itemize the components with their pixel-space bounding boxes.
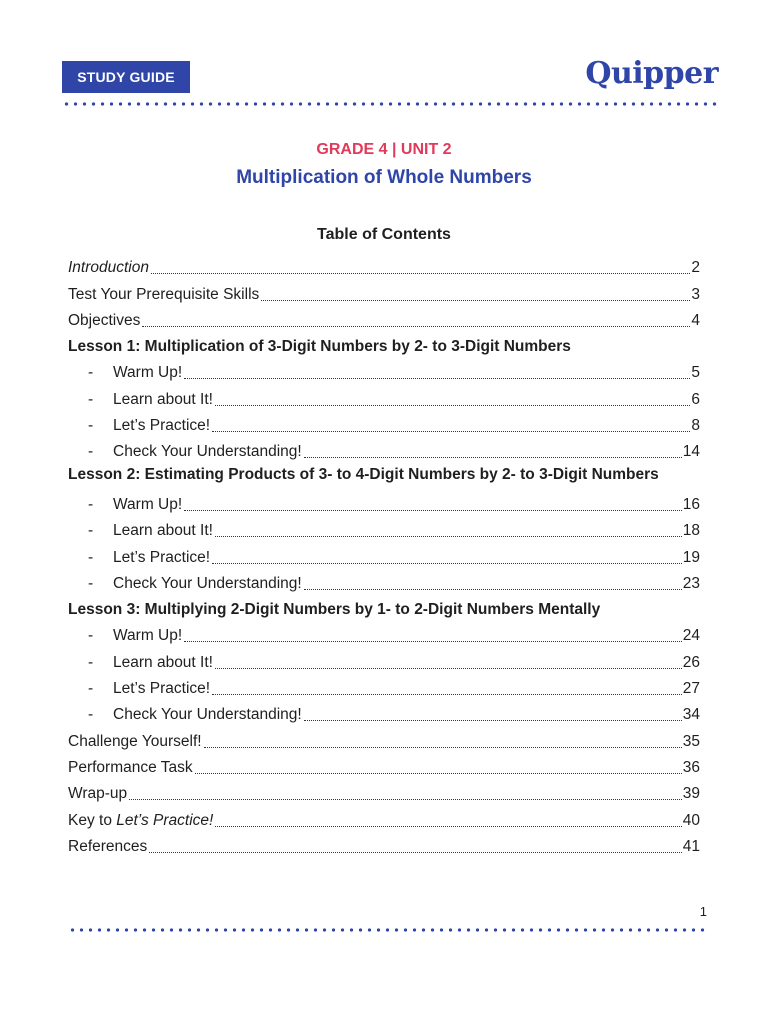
- list-dash: -: [88, 548, 94, 566]
- lesson-title: Lesson 3: Multiplying 2-Digit Numbers by 1- to 2-Digit Numbers Mentally: [68, 601, 601, 619]
- list-dash: -: [88, 390, 94, 408]
- dot-leader: [304, 456, 682, 458]
- toc-entry-label: Challenge Yourself!: [68, 732, 202, 750]
- key-italic: Let’s Practice!: [116, 811, 214, 829]
- toc-entry-label: Check Your Understanding!: [113, 706, 302, 724]
- toc-subentry[interactable]: [68, 383, 700, 409]
- toc-page-number: 26: [682, 653, 700, 671]
- list-dash: -: [88, 417, 94, 435]
- lesson-title: Lesson 1: Multiplication of 3-Digit Numbers by 2- to 3-Digit Numbers: [68, 338, 571, 356]
- dot-leader: [215, 825, 681, 827]
- toc-entry-references[interactable]: [68, 831, 700, 857]
- dot-leader: [215, 667, 682, 669]
- dot-leader: [142, 325, 690, 327]
- toc-lesson-2-heading: [68, 462, 700, 488]
- list-dash: -: [88, 574, 94, 592]
- toc-page-number: 18: [682, 522, 700, 540]
- toc-page-number: 16: [682, 495, 700, 513]
- study-guide-badge: STUDY GUIDE: [62, 61, 190, 93]
- list-dash: -: [88, 364, 94, 382]
- toc-subentry[interactable]: [68, 541, 700, 567]
- toc-page-number: 27: [682, 680, 700, 698]
- dot-leader: [261, 299, 690, 301]
- toc-entry-label: Performance Task: [68, 758, 193, 776]
- dot-leader: [304, 588, 682, 590]
- toc-entry-label: Test Your Prerequisite Skills: [68, 285, 260, 303]
- toc-subentry[interactable]: [68, 673, 700, 699]
- toc-page-number: 3: [691, 285, 700, 303]
- toc-page-number: 8: [691, 417, 700, 435]
- toc-page-number: 5: [691, 364, 700, 382]
- toc-entry-objectives[interactable]: [68, 305, 700, 331]
- page-number: 1: [699, 904, 707, 919]
- toc-entry-label: Let’s Practice!: [113, 548, 211, 566]
- toc-entry-performance-task[interactable]: [68, 752, 700, 778]
- toc-page-number: 41: [682, 837, 700, 855]
- toc-page-number: 40: [682, 811, 700, 829]
- toc-entry-label: Learn about It!: [113, 522, 213, 540]
- toc-heading: Table of Contents: [317, 226, 451, 243]
- bottom-dotted-divider: [68, 928, 706, 932]
- dot-leader: [212, 693, 682, 695]
- lesson-title: Lesson 2: Estimating Products of 3- to 4-Digit Numbers by 2- to 3-Digit Numbers: [68, 466, 659, 484]
- dot-leader: [215, 535, 682, 537]
- toc-entry-label: Introduction: [68, 259, 149, 277]
- toc-page-number: 23: [682, 574, 700, 592]
- toc-subentry[interactable]: [68, 568, 700, 594]
- table-of-contents: [68, 252, 700, 857]
- toc-entry-label: Learn about It!: [113, 653, 213, 671]
- toc-entry-introduction[interactable]: [68, 252, 700, 278]
- list-dash: -: [88, 680, 94, 698]
- toc-subentry[interactable]: [68, 515, 700, 541]
- dot-leader: [129, 798, 682, 800]
- toc-subentry[interactable]: [68, 436, 700, 462]
- quipper-logo: Quipper: [585, 56, 718, 91]
- toc-subentry[interactable]: [68, 489, 700, 515]
- dot-leader: [304, 719, 682, 721]
- toc-entry-label: Warm Up!: [113, 627, 183, 645]
- dot-leader: [184, 509, 682, 511]
- list-dash: -: [88, 443, 94, 461]
- key-prefix: Key to: [68, 811, 117, 829]
- toc-page-number: 4: [691, 311, 700, 329]
- list-dash: -: [88, 522, 94, 540]
- toc-page-number: 2: [691, 259, 700, 277]
- toc-page-number: 24: [682, 627, 700, 645]
- toc-entry-label: Let’s Practice!: [113, 680, 211, 698]
- list-dash: -: [88, 495, 94, 513]
- toc-entry-label: Learn about It!: [113, 390, 213, 408]
- toc-page-number: 36: [682, 758, 700, 776]
- dot-leader: [184, 640, 682, 642]
- toc-entry-label: Check Your Understanding!: [113, 443, 302, 461]
- dot-leader: [215, 404, 690, 406]
- list-dash: -: [88, 653, 94, 671]
- list-dash: -: [88, 627, 94, 645]
- toc-entry-label: [68, 811, 213, 831]
- toc-subentry[interactable]: [68, 620, 700, 646]
- list-dash: -: [88, 706, 94, 724]
- toc-entry-label: Check Your Understanding!: [113, 574, 302, 592]
- toc-entry-key[interactable]: [68, 804, 700, 830]
- dot-leader: [212, 430, 690, 432]
- dot-leader: [151, 272, 690, 274]
- toc-page-number: 34: [682, 706, 700, 724]
- toc-subentry[interactable]: [68, 699, 700, 725]
- toc-entry-prerequisite[interactable]: [68, 278, 700, 304]
- toc-entry-wrap-up[interactable]: [68, 778, 700, 804]
- toc-page-number: 39: [682, 785, 700, 803]
- dot-leader: [204, 746, 682, 748]
- toc-page-number: 19: [682, 548, 700, 566]
- toc-page-number: 14: [682, 443, 700, 461]
- dot-leader: [149, 851, 681, 853]
- toc-page-number: 35: [682, 732, 700, 750]
- grade-unit-label: GRADE 4 | UNIT 2: [316, 141, 452, 158]
- document-title: Multiplication of Whole Numbers: [236, 167, 532, 188]
- dot-leader: [212, 562, 682, 564]
- toc-subentry[interactable]: [68, 410, 700, 436]
- toc-entry-label: Warm Up!: [113, 495, 183, 513]
- top-dotted-divider: [62, 102, 718, 106]
- toc-entry-label: Wrap-up: [68, 785, 128, 803]
- toc-entry-label: Warm Up!: [113, 364, 183, 382]
- toc-entry-challenge[interactable]: [68, 725, 700, 751]
- toc-lesson-1-heading: [68, 331, 700, 357]
- dot-leader: [195, 772, 682, 774]
- toc-subentry[interactable]: [68, 357, 700, 383]
- dot-leader: [184, 377, 690, 379]
- toc-subentry[interactable]: [68, 646, 700, 672]
- toc-page-number: 6: [691, 390, 700, 408]
- toc-lesson-3-heading: [68, 594, 700, 620]
- toc-entry-label: Let’s Practice!: [113, 417, 211, 435]
- toc-entry-label: References: [68, 837, 148, 855]
- toc-entry-label: Objectives: [68, 311, 141, 329]
